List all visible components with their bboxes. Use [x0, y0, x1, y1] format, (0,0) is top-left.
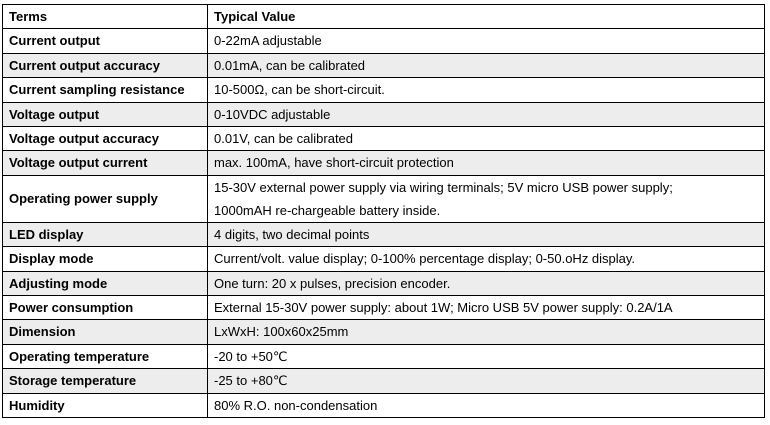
row-term: Operating power supply: [3, 175, 208, 222]
row-value-line: External 15-30V power supply: about 1W; Micro USB 5V power supply: 0.2A/1A: [214, 300, 673, 316]
row-value: [208, 127, 765, 151]
row-value-line: 15-30V external power supply via wiring terminals; 5V micro USB power supply;: [214, 179, 673, 195]
row-value-line: max. 100mA, have short-circuit protection: [214, 155, 454, 171]
row-term: Adjusting mode: [3, 271, 208, 295]
table-row: [3, 127, 765, 151]
row-value-line: -20 to +50℃: [214, 348, 288, 364]
row-value-line: -25 to +80℃: [214, 373, 288, 389]
table-row: [3, 151, 765, 175]
row-value: [208, 369, 765, 393]
table-row: [3, 393, 765, 417]
row-term: Voltage output: [3, 102, 208, 126]
row-term: Current output accuracy: [3, 53, 208, 77]
row-term: Storage temperature: [3, 369, 208, 393]
table-row: [3, 222, 765, 246]
table-row: [3, 53, 765, 77]
spec-table-body: [3, 29, 765, 418]
row-value: [208, 78, 765, 102]
row-term: Dimension: [3, 320, 208, 344]
table-row: [3, 247, 765, 271]
row-value: [208, 296, 765, 320]
table-row: [3, 320, 765, 344]
row-value: [208, 222, 765, 246]
table-row: [3, 175, 765, 222]
table-row: [3, 369, 765, 393]
row-term: Voltage output accuracy: [3, 127, 208, 151]
row-value-line: One turn: 20 x pulses, precision encoder.: [214, 275, 451, 291]
row-value: [208, 151, 765, 175]
table-row: [3, 102, 765, 126]
row-term: Current sampling resistance: [3, 78, 208, 102]
row-value-line: 80% R.O. non-condensation: [214, 397, 378, 413]
table-row: [3, 271, 765, 295]
row-term: Display mode: [3, 247, 208, 271]
row-value: [208, 344, 765, 368]
row-value: [208, 247, 765, 271]
row-value-line: LxWxH: 100x60x25mm: [214, 324, 349, 340]
row-value-line: 0.01V, can be calibrated: [214, 131, 354, 147]
table-row: [3, 344, 765, 368]
row-value: [208, 53, 765, 77]
row-value-line: 4 digits, two decimal points: [214, 226, 370, 242]
row-term: Power consumption: [3, 296, 208, 320]
header-typical-value: Typical Value: [208, 5, 765, 29]
table-row: [3, 29, 765, 53]
row-value: [208, 175, 765, 222]
row-value: [208, 102, 765, 126]
table-row: [3, 296, 765, 320]
spec-table: [2, 4, 765, 418]
row-value-line: 0.01mA, can be calibrated: [214, 57, 366, 73]
row-term: Voltage output current: [3, 151, 208, 175]
row-value-line: 1000mAH re-chargeable battery inside.: [214, 202, 441, 218]
row-value: [208, 271, 765, 295]
row-value-line: 10-500Ω, can be short-circuit.: [214, 82, 385, 98]
row-value-line: 0-10VDC adjustable: [214, 106, 331, 122]
row-term: Current output: [3, 29, 208, 53]
spec-table-container: [2, 4, 764, 418]
table-row: [3, 78, 765, 102]
row-value-line: 0-22mA adjustable: [214, 33, 322, 49]
table-header-row: [3, 5, 765, 29]
row-value: [208, 320, 765, 344]
row-value: [208, 29, 765, 53]
row-value: [208, 393, 765, 417]
row-term: Operating temperature: [3, 344, 208, 368]
row-term: LED display: [3, 222, 208, 246]
header-terms: Terms: [3, 5, 208, 29]
row-term: Humidity: [3, 393, 208, 417]
row-value-line: Current/volt. value display; 0-100% percentage display; 0-50.oHz display.: [214, 251, 636, 267]
